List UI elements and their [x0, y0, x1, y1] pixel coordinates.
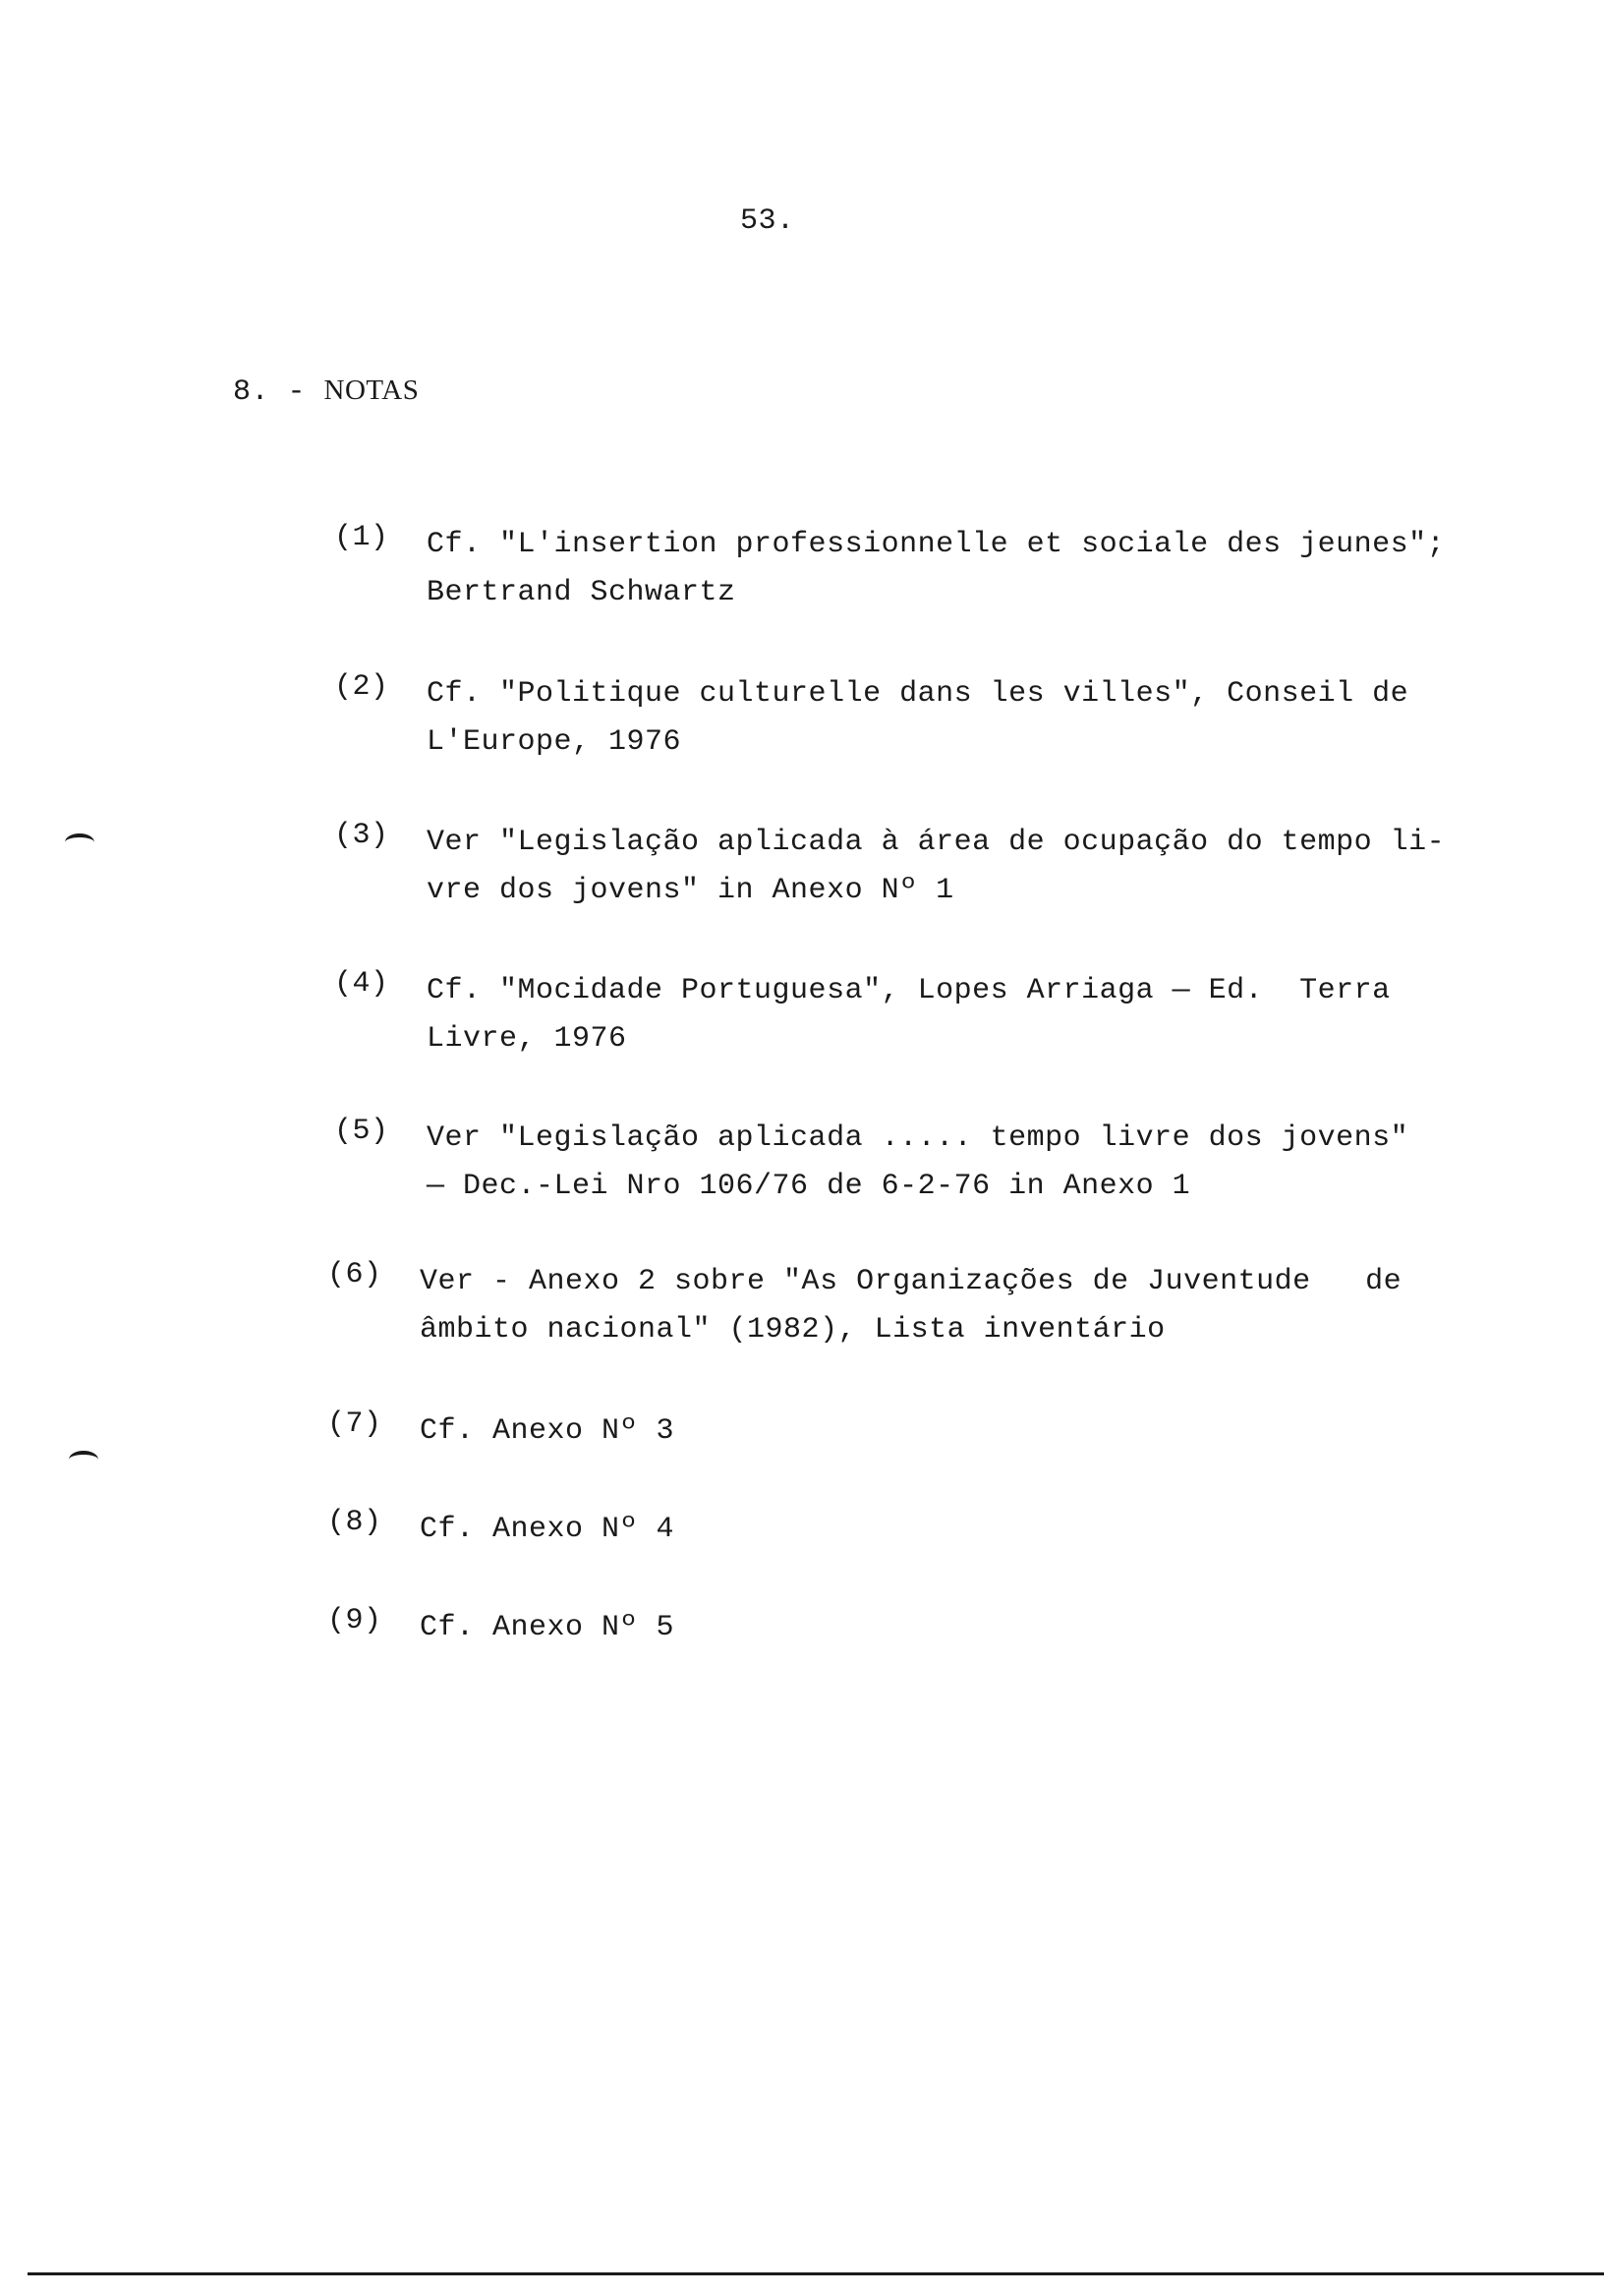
note-line: Cf. Anexo Nº 3 — [420, 1414, 675, 1448]
note-line: vre dos jovens" in Anexo Nº 1 — [427, 874, 954, 907]
note-line: Ver "Legislação aplicada ..... tempo livre dos jovens" — [427, 1121, 1409, 1155]
note-number: (5) — [334, 1115, 389, 1148]
note-line: Bertrand Schwartz — [427, 576, 736, 609]
note-text — [420, 1258, 1501, 1354]
note-text — [427, 819, 1508, 915]
section-title: NOTAS — [323, 374, 420, 406]
note-number: (6) — [327, 1258, 382, 1292]
note-text — [420, 1604, 1501, 1652]
note-text — [420, 1506, 1501, 1554]
note-line: Livre, 1976 — [427, 1022, 627, 1056]
note-number: (9) — [327, 1604, 382, 1637]
note-line: Ver "Legislação aplicada à área de ocupação do tempo li- — [427, 826, 1446, 859]
margin-mark — [65, 833, 94, 851]
note-line: L'Europe, 1976 — [427, 725, 682, 759]
note-text — [420, 1407, 1501, 1456]
note-line: Cf. "Mocidade Portuguesa", Lopes Arriaga — Ed. Terra — [427, 974, 1391, 1007]
note-number: (1) — [334, 521, 389, 554]
note-line: Cf. Anexo Nº 5 — [420, 1611, 675, 1644]
note-number: (7) — [327, 1407, 382, 1441]
note-number: (4) — [334, 967, 389, 1001]
note-text — [427, 670, 1508, 767]
bottom-rule — [28, 2272, 1604, 2275]
note-text — [427, 967, 1508, 1063]
note-line: Cf. "Politique culturelle dans les villes", Conseil de — [427, 677, 1409, 711]
margin-mark — [69, 1451, 98, 1468]
note-number: (8) — [327, 1506, 382, 1539]
note-line: Cf. Anexo Nº 4 — [420, 1513, 675, 1546]
note-number: (2) — [334, 670, 389, 704]
section-heading — [233, 374, 419, 409]
note-line: Ver - Anexo 2 sobre "As Organizações de Juventude de — [420, 1265, 1403, 1298]
note-line: âmbito nacional" (1982), Lista inventário — [420, 1313, 1166, 1347]
note-line: — Dec.-Lei Nro 106/76 de 6-2-76 in Anexo 1 — [427, 1170, 1191, 1203]
page-number: 53. — [740, 204, 795, 238]
note-number: (3) — [334, 819, 389, 852]
section-number: 8. - — [233, 375, 324, 409]
note-text — [427, 521, 1508, 617]
note-line: Cf. "L'insertion professionnelle et sociale des jeunes"; — [427, 528, 1446, 561]
note-text — [427, 1115, 1508, 1211]
